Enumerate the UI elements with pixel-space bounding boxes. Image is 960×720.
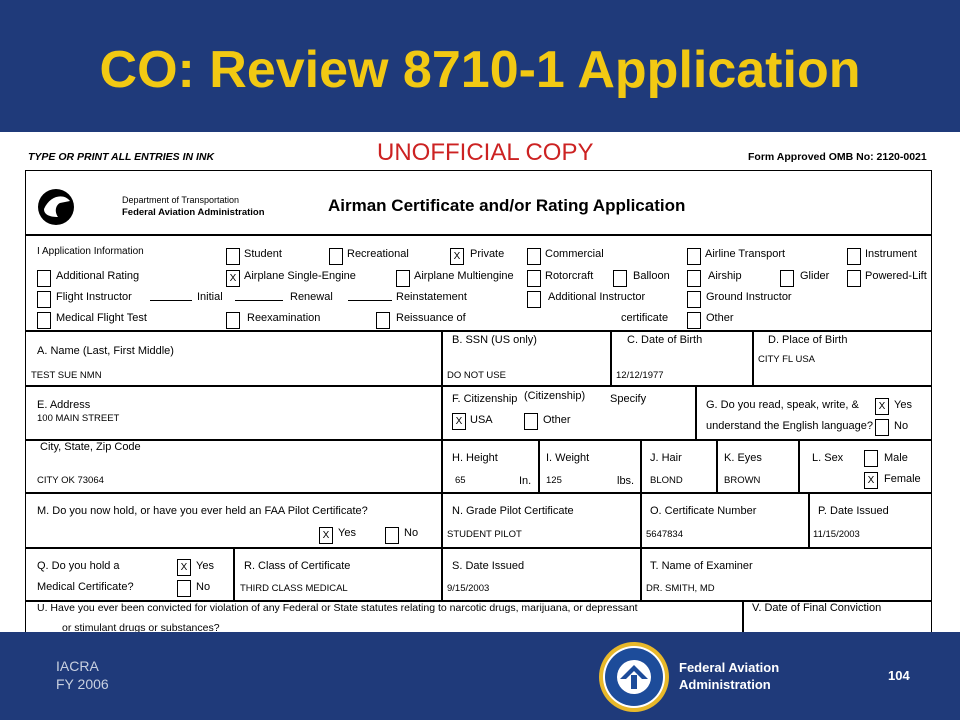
label-examiner: T. Name of Examiner — [650, 560, 753, 572]
label-eyes: K. Eyes — [724, 452, 762, 464]
label-male: Male — [884, 452, 908, 464]
label-airline-transport: Airline Transport — [705, 248, 786, 260]
label-medical-no: No — [196, 581, 211, 593]
label-additional-rating: Additional Rating — [56, 270, 140, 282]
form-image — [0, 132, 960, 632]
value-height[interactable]: 65 — [455, 475, 466, 486]
label-powered-lift: Powered-Lift — [865, 270, 927, 282]
checkbox-pilot-cert-yes[interactable]: X — [319, 527, 333, 544]
checkbox-ground-instructor[interactable] — [687, 291, 701, 308]
label-airplane-multiengine: Airplane Multiengine — [414, 270, 514, 282]
footer-agency-1: Federal Aviation — [679, 660, 780, 675]
divider — [640, 493, 642, 548]
label-sex: L. Sex — [812, 452, 844, 464]
label-certificate: certificate — [621, 312, 669, 324]
dept-line-2: Federal Aviation Administration — [122, 207, 265, 218]
label-address: E. Address — [37, 399, 91, 411]
value-weight[interactable]: 125 — [546, 475, 562, 486]
value-examiner[interactable]: DR. SMITH, MD — [646, 583, 715, 594]
dept-line-1: Department of Transportation — [122, 195, 240, 205]
checkbox-reissuance[interactable] — [376, 312, 390, 329]
label-initial: Initial — [197, 291, 223, 303]
label-reinstatement: Reinstatement — [396, 291, 467, 303]
label-rotorcraft: Rotorcraft — [545, 270, 594, 282]
label-pilot-cert-no: No — [404, 527, 419, 539]
label-citizenship-other: Other — [543, 414, 571, 426]
divider — [610, 331, 612, 386]
label-ground-instructor: Ground Instructor — [706, 291, 792, 303]
footer-left-1: IACRA — [56, 658, 99, 674]
label-citizenship: F. Citizenship — [452, 393, 518, 405]
value-name[interactable]: TEST SUE NMN — [31, 370, 102, 381]
divider — [25, 547, 932, 549]
label-citizenship-paren: (Citizenship) — [524, 390, 586, 402]
blank-line — [348, 300, 392, 301]
checkbox-instrument[interactable] — [847, 248, 861, 265]
label-english-yes: Yes — [894, 399, 912, 411]
divider — [640, 548, 642, 601]
checkbox-balloon[interactable] — [613, 270, 627, 287]
label-name: A. Name (Last, First Middle) — [37, 345, 174, 357]
label-english-no: No — [894, 420, 909, 432]
value-medical-class[interactable]: THIRD CLASS MEDICAL — [240, 583, 348, 594]
checkbox-medical-yes[interactable]: X — [177, 559, 191, 576]
checkbox-usa[interactable]: X — [452, 413, 466, 430]
label-reissuance: Reissuance of — [396, 312, 466, 324]
checkbox-airplane-multiengine[interactable] — [396, 270, 410, 287]
dot-logo-icon — [36, 187, 76, 227]
label-instrument: Instrument — [865, 248, 917, 260]
label-city: City, State, Zip Code — [40, 441, 141, 453]
value-pob[interactable]: CITY FL USA — [758, 354, 816, 365]
label-medical-q1: Q. Do you hold a — [37, 560, 120, 572]
checkbox-airline-transport[interactable] — [687, 248, 701, 265]
footer — [0, 632, 960, 720]
divider — [25, 385, 932, 387]
section-i-header: I Application Information — [37, 246, 144, 257]
value-pilot-date-issued[interactable]: 11/15/2003 — [813, 529, 860, 540]
label-reexamination: Reexamination — [247, 312, 321, 324]
label-english-1: G. Do you read, speak, write, & — [706, 399, 859, 411]
label-conviction-date: V. Date of Final Conviction — [752, 602, 882, 614]
checkbox-other[interactable] — [687, 312, 701, 329]
label-female: Female — [884, 473, 921, 485]
footer-agency-2: Administration — [679, 677, 771, 692]
divider — [25, 234, 932, 236]
label-student: Student — [244, 248, 282, 260]
form-title: Airman Certificate and/or Rating Application — [328, 196, 686, 215]
checkbox-commercial[interactable] — [527, 248, 541, 265]
form-instruction: TYPE OR PRINT ALL ENTRIES IN INK — [28, 151, 215, 163]
checkbox-flight-instructor[interactable] — [37, 291, 51, 308]
checkbox-reexamination[interactable] — [226, 312, 240, 329]
checkbox-student[interactable] — [226, 248, 240, 265]
label-pilot-cert-yes: Yes — [338, 527, 356, 539]
checkbox-powered-lift[interactable] — [847, 270, 861, 287]
label-medical-flight-test: Medical Flight Test — [56, 312, 147, 324]
label-conviction-2: or stimulant drugs or substances? — [62, 622, 220, 632]
label-pob: D. Place of Birth — [768, 334, 848, 346]
divider — [742, 601, 744, 632]
value-ssn[interactable]: DO NOT USE — [447, 370, 506, 381]
slide-title: CO: Review 8710-1 Application — [99, 41, 861, 99]
blank-line — [235, 300, 283, 301]
divider — [441, 386, 443, 440]
label-grade: N. Grade Pilot Certificate — [452, 505, 574, 517]
checkbox-additional-instructor[interactable] — [527, 291, 541, 308]
value-medical-date[interactable]: 9/15/2003 — [447, 583, 490, 594]
checkbox-additional-rating[interactable] — [37, 270, 51, 287]
value-address[interactable]: 100 MAIN STREET — [37, 413, 120, 424]
checkbox-english-no[interactable] — [875, 419, 889, 436]
label-conviction: U. Have you ever been convicted for violation of any Federal or State statutes relating to narcotic drugs, marijuana, or depressant — [37, 602, 638, 614]
checkbox-private[interactable]: X — [450, 248, 464, 265]
value-grade[interactable]: STUDENT PILOT — [447, 529, 522, 540]
label-english-2: understand the English language? — [706, 420, 873, 432]
blank-line — [150, 300, 192, 301]
divider — [441, 548, 443, 601]
checkbox-medical-no[interactable] — [177, 580, 191, 597]
divider — [441, 493, 443, 548]
label-medical-q2: Medical Certificate? — [37, 581, 134, 593]
label-other: Other — [706, 312, 734, 324]
divider — [752, 331, 754, 386]
label-medical-date: S. Date Issued — [452, 560, 525, 572]
label-pilot-cert-question: M. Do you now hold, or have you ever held an FAA Pilot Certificate? — [37, 505, 368, 517]
divider — [538, 440, 540, 493]
value-eyes[interactable]: BROWN — [724, 475, 761, 486]
label-usa: USA — [470, 414, 493, 426]
label-commercial: Commercial — [545, 248, 604, 260]
checkbox-airplane-single-engine[interactable]: X — [226, 270, 240, 287]
divider — [441, 440, 443, 493]
label-recreational: Recreational — [347, 248, 409, 260]
unit-weight: lbs. — [617, 475, 635, 487]
label-hair: J. Hair — [650, 452, 682, 464]
label-height: H. Height — [452, 452, 498, 464]
checkbox-glider[interactable] — [780, 270, 794, 287]
footer-left-2: FY 2006 — [56, 676, 109, 692]
value-hair[interactable]: BLOND — [650, 475, 683, 486]
label-ssn: B. SSN (US only) — [452, 334, 537, 346]
divider — [808, 493, 810, 548]
label-medical-yes: Yes — [196, 560, 214, 572]
label-flight-instructor: Flight Instructor — [56, 291, 132, 303]
checkbox-english-yes[interactable]: X — [875, 398, 889, 415]
unofficial-copy-stamp: UNOFFICIAL COPY — [377, 139, 594, 166]
label-private: Private — [470, 248, 505, 260]
checkbox-citizenship-other[interactable] — [524, 413, 538, 430]
title-bar — [0, 0, 960, 132]
divider — [695, 386, 697, 440]
label-medical-class: R. Class of Certificate — [244, 560, 351, 572]
label-renewal: Renewal — [290, 291, 333, 303]
divider — [25, 492, 932, 494]
value-city[interactable]: CITY OK 73064 — [37, 475, 104, 486]
label-weight: I. Weight — [546, 452, 590, 464]
label-balloon: Balloon — [633, 270, 670, 282]
label-pilot-date-issued: P. Date Issued — [818, 505, 889, 517]
checkbox-pilot-cert-no[interactable] — [385, 527, 399, 544]
divider — [25, 330, 932, 332]
omb-number: Form Approved OMB No: 2120-0021 — [748, 151, 927, 163]
divider — [233, 548, 235, 601]
page-number: 104 — [888, 668, 910, 683]
checkbox-recreational[interactable] — [329, 248, 343, 265]
checkbox-female[interactable]: X — [864, 472, 878, 489]
faa-seal-icon — [598, 641, 670, 713]
divider — [441, 331, 443, 386]
label-glider: Glider — [800, 270, 830, 282]
value-cert-number[interactable]: 5647834 — [646, 529, 683, 540]
checkbox-male[interactable] — [864, 450, 878, 467]
label-dob: C. Date of Birth — [627, 334, 703, 346]
checkbox-rotorcraft[interactable] — [527, 270, 541, 287]
label-airplane-single-engine: Airplane Single-Engine — [244, 270, 356, 282]
divider — [640, 440, 642, 493]
value-dob[interactable]: 12/12/1977 — [616, 370, 664, 381]
label-additional-instructor: Additional Instructor — [548, 291, 646, 303]
divider — [798, 440, 800, 493]
checkbox-medical-flight-test[interactable] — [37, 312, 51, 329]
divider — [25, 439, 932, 441]
label-cert-number: O. Certificate Number — [650, 505, 757, 517]
divider — [716, 440, 718, 493]
unit-height: In. — [519, 475, 532, 487]
checkbox-airship[interactable] — [687, 270, 701, 287]
label-specify: Specify — [610, 393, 647, 405]
label-airship: Airship — [708, 270, 742, 282]
